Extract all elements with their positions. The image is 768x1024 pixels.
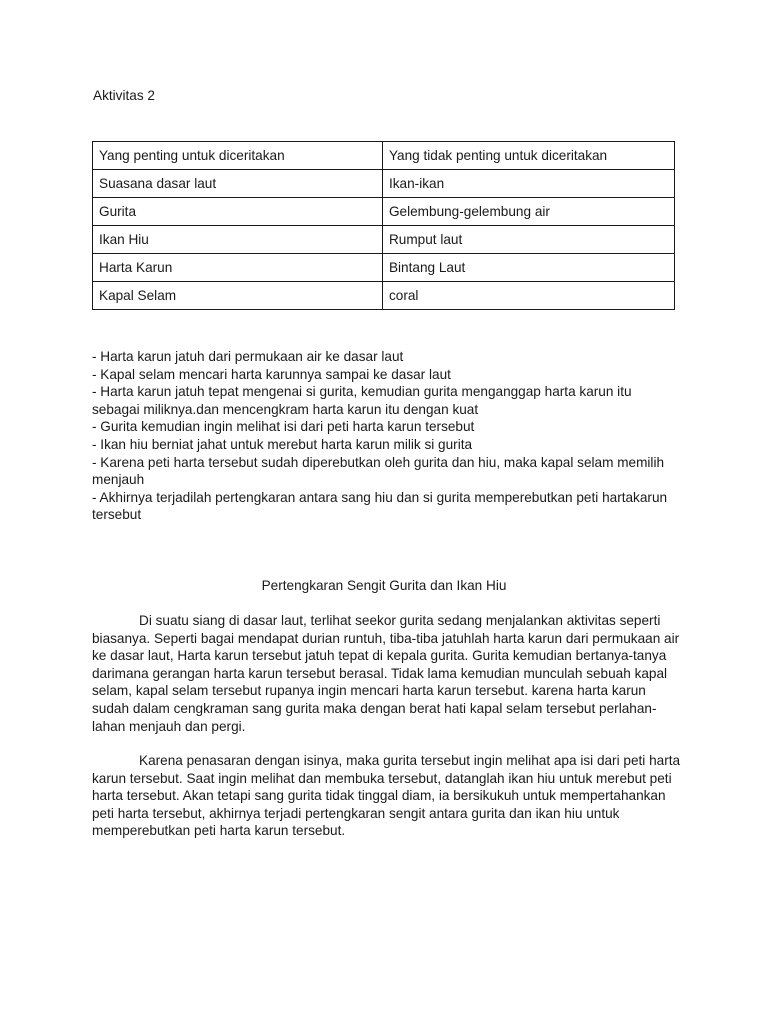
table-cell: Gurita bbox=[93, 198, 383, 226]
table-row bbox=[93, 254, 675, 282]
table-row bbox=[93, 170, 675, 198]
list-item: - Harta karun jatuh tepat mengenai si gurita, kemudian gurita menganggap harta karun itu sebagai miliknya.dan mencengkram harta karun itu dengan kuat bbox=[92, 384, 632, 417]
table-cell: Ikan-ikan bbox=[382, 170, 674, 198]
table-header-row bbox=[93, 142, 675, 170]
table-cell: Kapal Selam bbox=[93, 282, 383, 310]
list-item: - Kapal selam mencari harta karunnya sampai ke dasar laut bbox=[92, 366, 451, 382]
table-cell: Rumput laut bbox=[382, 226, 674, 254]
story-paragraph: Di suatu siang di dasar laut, terlihat seekor gurita sedang menjalankan aktivitas seperti biasanya. Seperti bagai mendapat durian runtuh, tiba-tiba jatuhlah harta karun dari permukaan air ke dasar laut, Harta karun tersebut jatuh tepat di kepala gurita. Gurita kemudian bertanya-tanya darimana gerangan harta karun tersebut berasal. Tidak lama kemudian munculah sebuah kapal selam, kapal selam tersebut rupanya ingin mencari harta karun tersebut. karena harta karun sudah dalam cengkraman sang gurita maka dengan berat hati kapal selam tersebut perlahan-lahan menjauh dan pergi. bbox=[92, 613, 680, 734]
story-paragraph: Karena penasaran dengan isinya, maka gurita tersebut ingin melihat apa isi dari peti harta karun tersebut. Saat ingin melihat dan membuka tersebut, datanglah ikan hiu untuk merebut peti harta tersebut. Akan tetapi sang gurita tidak tinggal diam, ia bersikukuh untuk mempertahankan peti harta tersebut, akhirnya terjadi pertengkaran sengit antara gurita dan ikan hiu untuk memperebutkan peti harta karun tersebut. bbox=[92, 753, 681, 839]
activity-heading: Aktivitas 2 bbox=[93, 88, 155, 103]
table-row bbox=[93, 198, 675, 226]
plot-points-list bbox=[92, 348, 682, 524]
table-cell: Gelembung-gelembung air bbox=[382, 198, 674, 226]
table-header-cell: Yang penting untuk diceritakan bbox=[93, 142, 383, 170]
table-row bbox=[93, 282, 675, 310]
table-cell: Suasana dasar laut bbox=[93, 170, 383, 198]
table-cell: Harta Karun bbox=[93, 254, 383, 282]
list-item: - Harta karun jatuh dari permukaan air ke dasar laut bbox=[92, 349, 404, 364]
story-elements-table bbox=[92, 141, 675, 310]
list-item: - Karena peti harta tersebut sudah diperebutkan oleh gurita dan hiu, maka kapal selam memilih menjauh bbox=[92, 454, 665, 488]
list-item: - Gurita kemudian ingin melihat isi dari peti harta karun tersebut bbox=[92, 419, 475, 435]
list-item: - Ikan hiu berniat jahat untuk merebut harta karun milik si gurita bbox=[92, 436, 473, 452]
table-cell: Bintang Laut bbox=[382, 254, 674, 282]
story-title: Pertengkaran Sengit Gurita dan Ikan Hiu bbox=[261, 578, 507, 593]
list-item: - Akhirnya terjadilah pertengkaran antara sang hiu dan si gurita memperebutkan peti hartakarun tersebut bbox=[92, 489, 668, 523]
table-row bbox=[93, 226, 675, 254]
table-cell: coral bbox=[382, 282, 674, 310]
table-header-cell: Yang tidak penting untuk diceritakan bbox=[382, 142, 674, 170]
table-cell: Ikan Hiu bbox=[93, 226, 383, 254]
